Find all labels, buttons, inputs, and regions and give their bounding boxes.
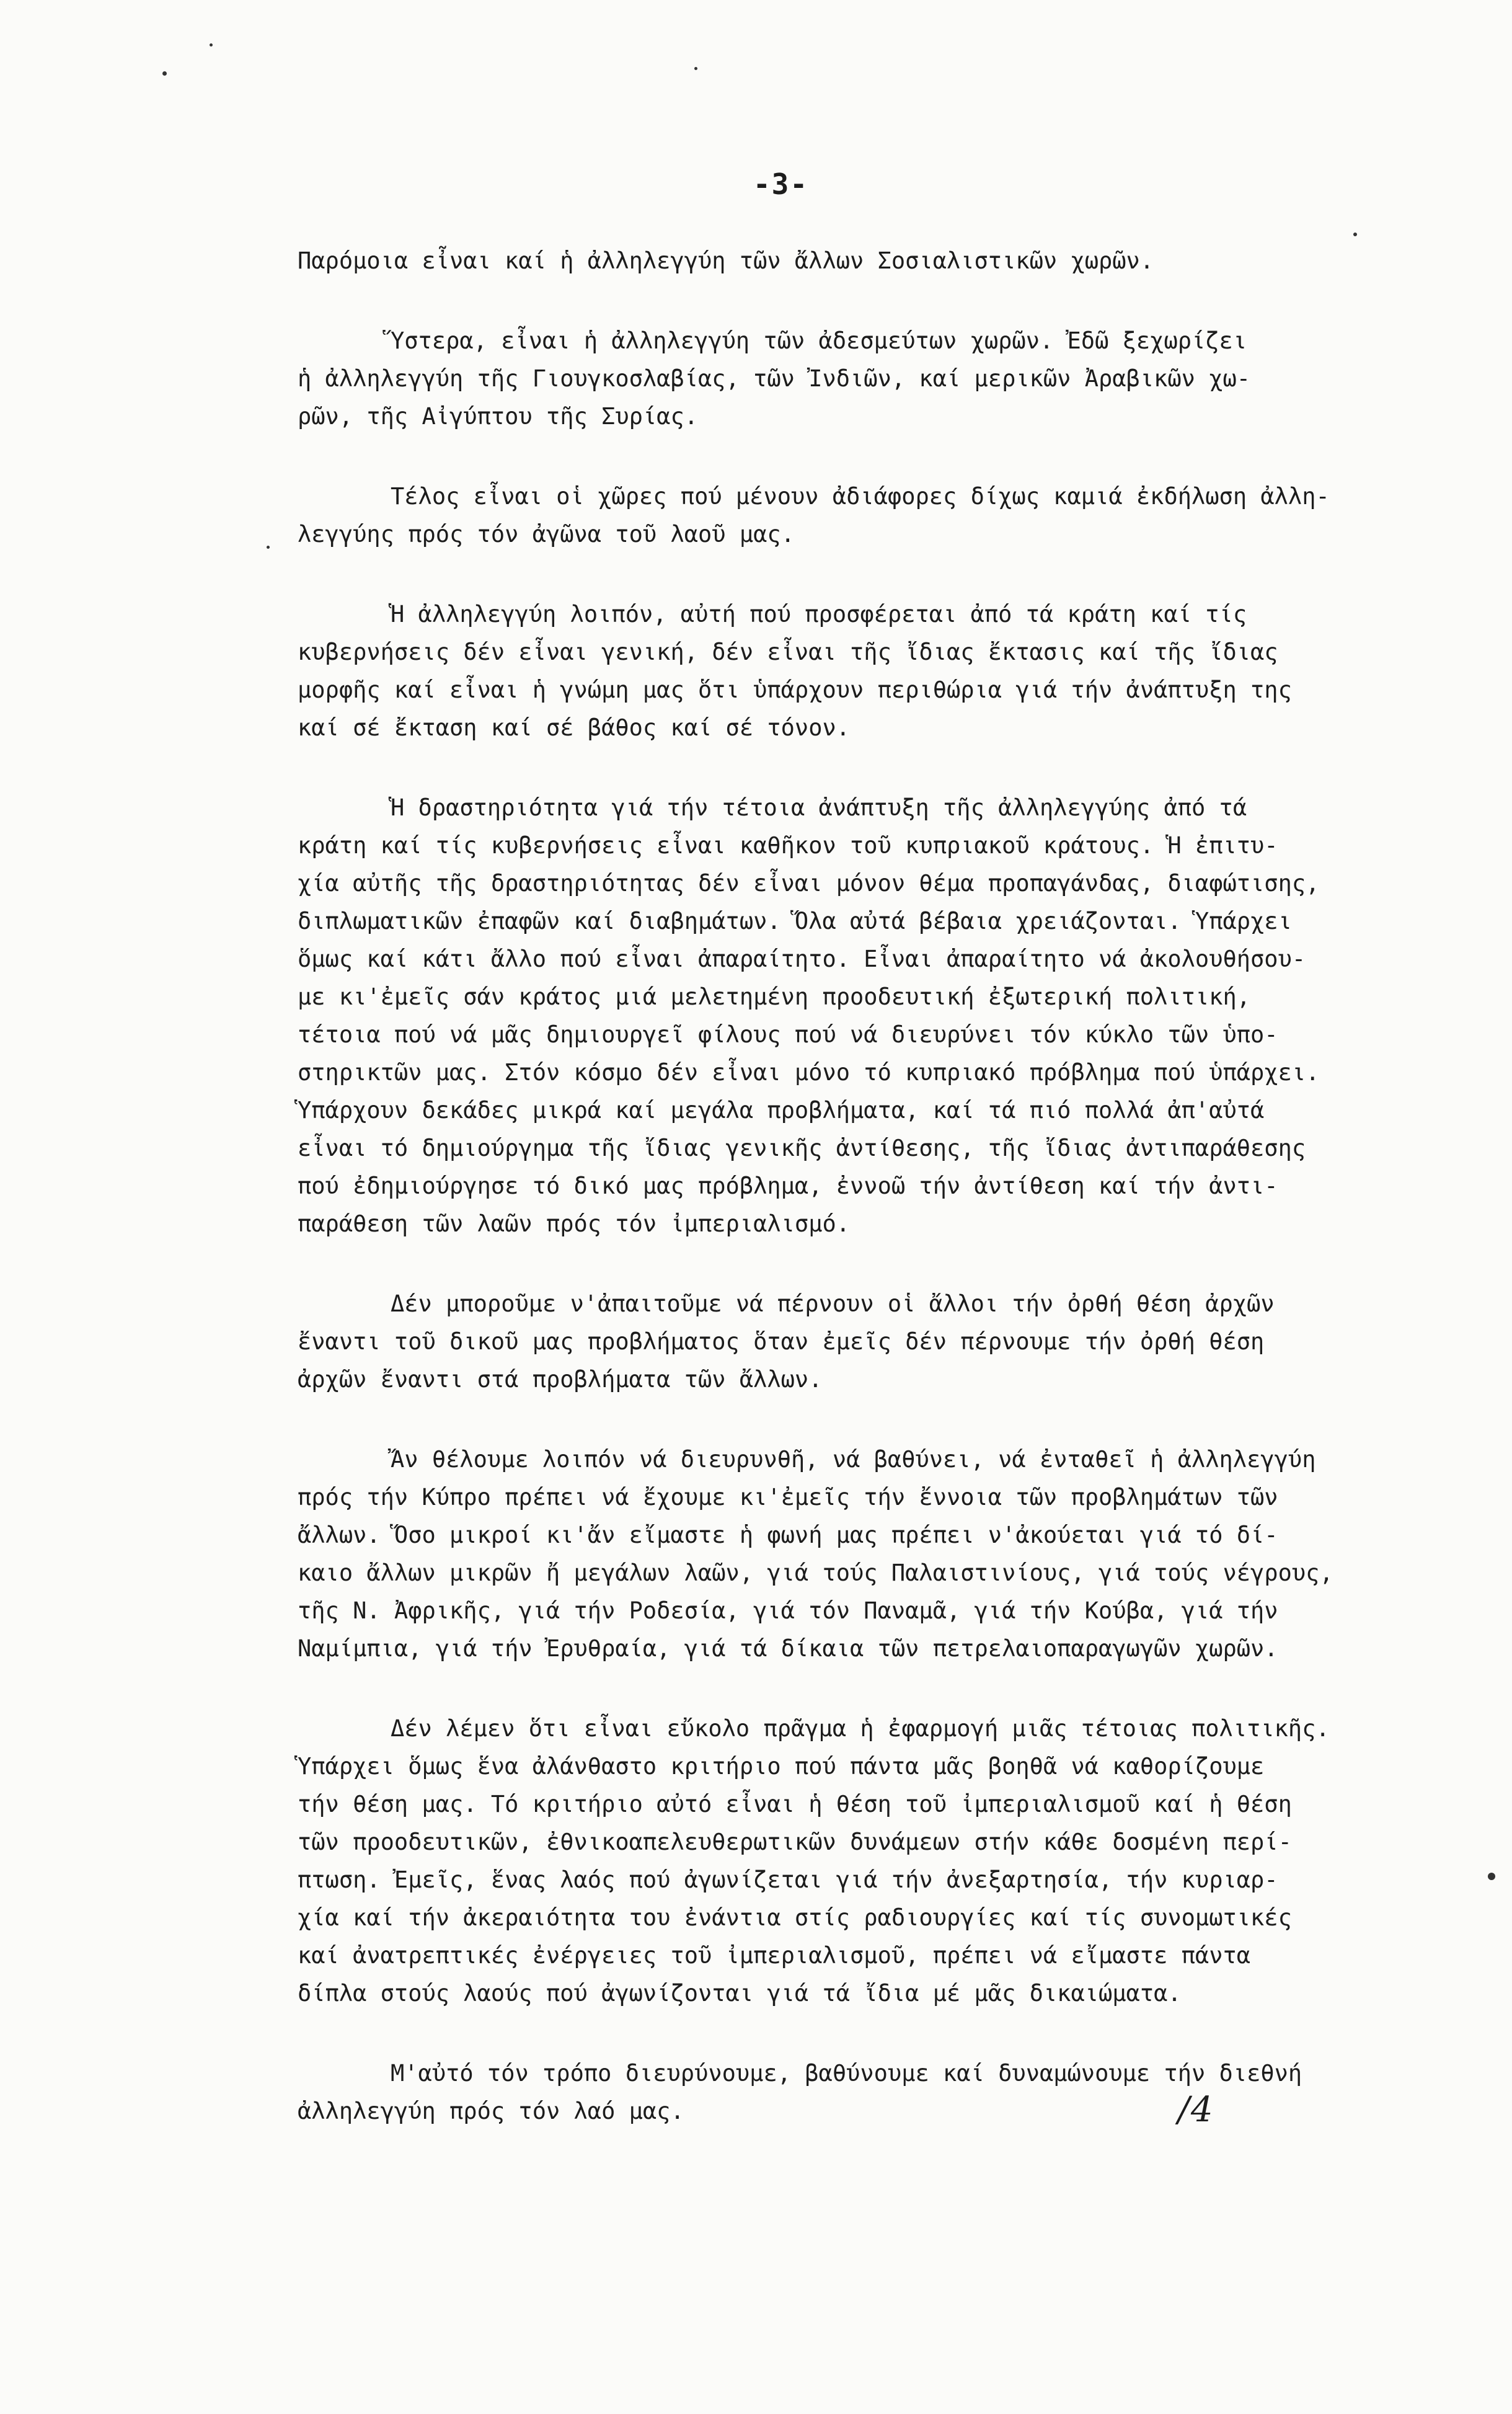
text-line: Δέν μποροῦμε ν'ἀπαιτοῦμε νά πέρνουν οἱ ἄλλοι τήν ὀρθή θέση ἀρχῶν (391, 1290, 1275, 1317)
text-line: καί ἀνατρεπτικές ἐνέργειες τοῦ ἰμπεριαλισμοῦ, πρέπει νά εἴμαστε πάντα (298, 1942, 1251, 1969)
text-line: πρός τήν Κύπρο πρέπει νά ἔχουμε κι'ἐμεῖς τήν ἔννοια τῶν προβλημάτων τῶν (298, 1484, 1278, 1511)
scan-speck (1488, 1873, 1495, 1880)
text-line: στηρικτῶν μας. Στόν κόσμο δέν εἶναι μόνο τό κυπριακό πρόβλημα πού ὑπάρχει. (298, 1059, 1320, 1086)
text-line: μορφῆς καί εἶναι ἡ γνώμη μας ὅτι ὑπάρχουν περιθώρια γιά τήν ἀνάπτυξη της (298, 677, 1292, 703)
text-line: τήν θέση μας. Τό κριτήριο αὐτό εἶναι ἡ θέση τοῦ ἰμπεριαλισμοῦ καί ἡ θέση (298, 1791, 1292, 1817)
text-line: Ὕστερα, εἶναι ἡ ἀλληλεγγύη τῶν ἀδεσμεύτων χωρῶν. Ἐδῶ ξεχωρίζει (391, 327, 1247, 354)
text-line: καιο ἄλλων μικρῶν ἤ μεγάλων λαῶν, γιά τούς Παλαιστινίους, γιά τούς νέγρους, (298, 1560, 1333, 1586)
document-body (298, 242, 1463, 2172)
text-line: Ἄν θέλουμε λοιπόν νά διευρυνθῆ, νά βαθύνει, νά ἐνταθεῖ ἡ ἀλληλεγγύη (391, 1446, 1316, 1473)
text-line: ἀλληλεγγύη πρός τόν λαό μας. (298, 2098, 684, 2124)
text-line: με κι'ἐμεῖς σάν κράτος μιά μελετημένη προοδευτική ἐξωτερική πολιτική, (298, 983, 1251, 1010)
text-line: τῆς Ν. Ἀφρικῆς, γιά τήν Ροδεσία, γιά τόν Παναμᾶ, γιά τήν Κούβα, γιά τήν (298, 1597, 1278, 1624)
text-line: κράτη καί τίς κυβερνήσεις εἶναι καθῆκον τοῦ κυπριακοῦ κράτους. Ἡ ἐπιτυ- (298, 832, 1278, 859)
text-line: Ὑπάρχει ὅμως ἕνα ἀλάνθαστο κριτήριο πού πάντα μᾶς βοηθᾶ νά καθορίζουμε (298, 1753, 1265, 1780)
text-line: Δέν λέμεν ὅτι εἶναι εὔκολο πρᾶγμα ἡ ἐφαρμογή μιᾶς τέτοιας πολιτικῆς. (391, 1715, 1330, 1742)
scan-speck (267, 546, 270, 549)
text-line: ἡ ἀλληλεγγύη τῆς Γιουγκοσλαβίας, τῶν Ἰνδιῶν, καί μερικῶν Ἀραβικῶν χω- (298, 365, 1251, 392)
scan-speck (210, 43, 213, 47)
text-line: Ὑπάρχουν δεκάδες μικρά καί μεγάλα προβλήματα, καί τά πιό πολλά ἀπ'αὐτά (298, 1097, 1265, 1124)
text-line: διπλωματικῶν ἐπαφῶν καί διαβημάτων. Ὅλα αὐτά βέβαια χρειάζονται. Ὑπάρχει (298, 908, 1292, 934)
text-line: καί σέ ἔκταση καί σέ βάθος καί σέ τόνον. (298, 714, 851, 741)
paragraph (298, 1710, 1463, 2012)
text-line: τῶν προοδευτικῶν, ἐθνικοαπελευθερωτικῶν δυνάμεων στήν κάθε δοσμένη περί- (298, 1829, 1292, 1855)
paragraph (298, 789, 1463, 1243)
scan-speck (694, 67, 697, 70)
text-line: παράθεση τῶν λαῶν πρός τόν ἰμπεριαλισμό. (298, 1210, 851, 1237)
text-line: χία αὐτῆς τῆς δραστηριότητας δέν εἶναι μόνον θέμα προπαγάνδας, διαφώτισης, (298, 870, 1320, 897)
scan-speck (162, 71, 167, 76)
text-line: τέτοια πού νά μᾶς δημιουργεῖ φίλους πού νά διευρύνει τόν κύκλο τῶν ὑπο- (298, 1021, 1278, 1048)
text-line: Ναμίμπια, γιά τήν Ἐρυθραία, γιά τά δίκαια τῶν πετρελαιοπαραγωγῶν χωρῶν. (298, 1635, 1278, 1662)
text-line: χία καί τήν ἀκεραιότητα του ἐνάντια στίς ραδιουργίες καί τίς συνομωτικές (298, 1904, 1292, 1931)
paragraph (298, 595, 1463, 747)
paragraph (298, 1285, 1463, 1398)
text-line: Μ'αὐτό τόν τρόπο διευρύνουμε, βαθύνουμε καί δυναμώνουμε τήν διεθνή (391, 2060, 1302, 2087)
page-number: -3- (753, 167, 809, 201)
text-line: δίπλα στούς λαούς πού ἀγωνίζονται γιά τά ἴδια μέ μᾶς δικαιώματα. (298, 1980, 1182, 2007)
text-line: εἶναι τό δημιούργημα τῆς ἴδιας γενικῆς ἀντίθεσης, τῆς ἴδιας ἀντιπαράθεσης (298, 1135, 1306, 1161)
text-line: ρῶν, τῆς Αἰγύπτου τῆς Συρίας. (298, 403, 699, 430)
text-line: πτωση. Ἐμεῖς, ἕνας λαός πού ἀγωνίζεται γιά τήν ἀνεξαρτησία, τήν κυριαρ- (298, 1866, 1278, 1893)
paragraph (298, 2054, 1463, 2130)
text-line: Ἡ ἀλληλεγγύη λοιπόν, αὐτή πού προσφέρεται ἀπό τά κράτη καί τίς (391, 601, 1247, 628)
text-line: ἀρχῶν ἔναντι στά προβλήματα τῶν ἄλλων. (298, 1366, 823, 1393)
continuation-marker: /4 (1178, 2090, 1214, 2130)
text-line: λεγγύης πρός τόν ἀγῶνα τοῦ λαοῦ μας. (298, 521, 795, 548)
paragraph (298, 242, 1463, 280)
paragraph (298, 322, 1463, 435)
paragraph (298, 1440, 1463, 1667)
text-line: ἄλλων. Ὅσο μικροί κι'ἄν εἴμαστε ἡ φωνή μας πρέπει ν'ἀκούεται γιά τό δί- (298, 1522, 1278, 1548)
text-line: Παρόμοια εἶναι καί ἡ ἀλληλεγγύη τῶν ἄλλων Σοσιαλιστικῶν χωρῶν. (298, 247, 1154, 274)
text-line: Τέλος εἶναι οἱ χῶρες πού μένουν ἀδιάφορες δίχως καμιά ἐκδήλωση ἀλλη- (391, 483, 1330, 510)
paragraph (298, 477, 1463, 553)
text-line: κυβερνήσεις δέν εἶναι γενική, δέν εἶναι τῆς ἴδιας ἔκτασις καί τῆς ἴδιας (298, 639, 1278, 665)
text-line: ἔναντι τοῦ δικοῦ μας προβλήματος ὅταν ἐμεῖς δέν πέρνουμε τήν ὀρθή θέση (298, 1328, 1265, 1355)
text-line: Ἡ δραστηριότητα γιά τήν τέτοια ἀνάπτυξη τῆς ἀλληλεγγύης ἀπό τά (391, 794, 1247, 821)
scan-speck (1353, 233, 1357, 236)
text-line: πού ἐδημιούργησε τό δικό μας πρόβλημα, ἐννοῶ τήν ἀντίθεση καί τήν ἀντι- (298, 1173, 1278, 1199)
text-line: ὅμως καί κάτι ἄλλο πού εἶναι ἀπαραίτητο. Εἶναι ἀπαραίτητο νά ἀκολουθήσου- (298, 946, 1306, 972)
